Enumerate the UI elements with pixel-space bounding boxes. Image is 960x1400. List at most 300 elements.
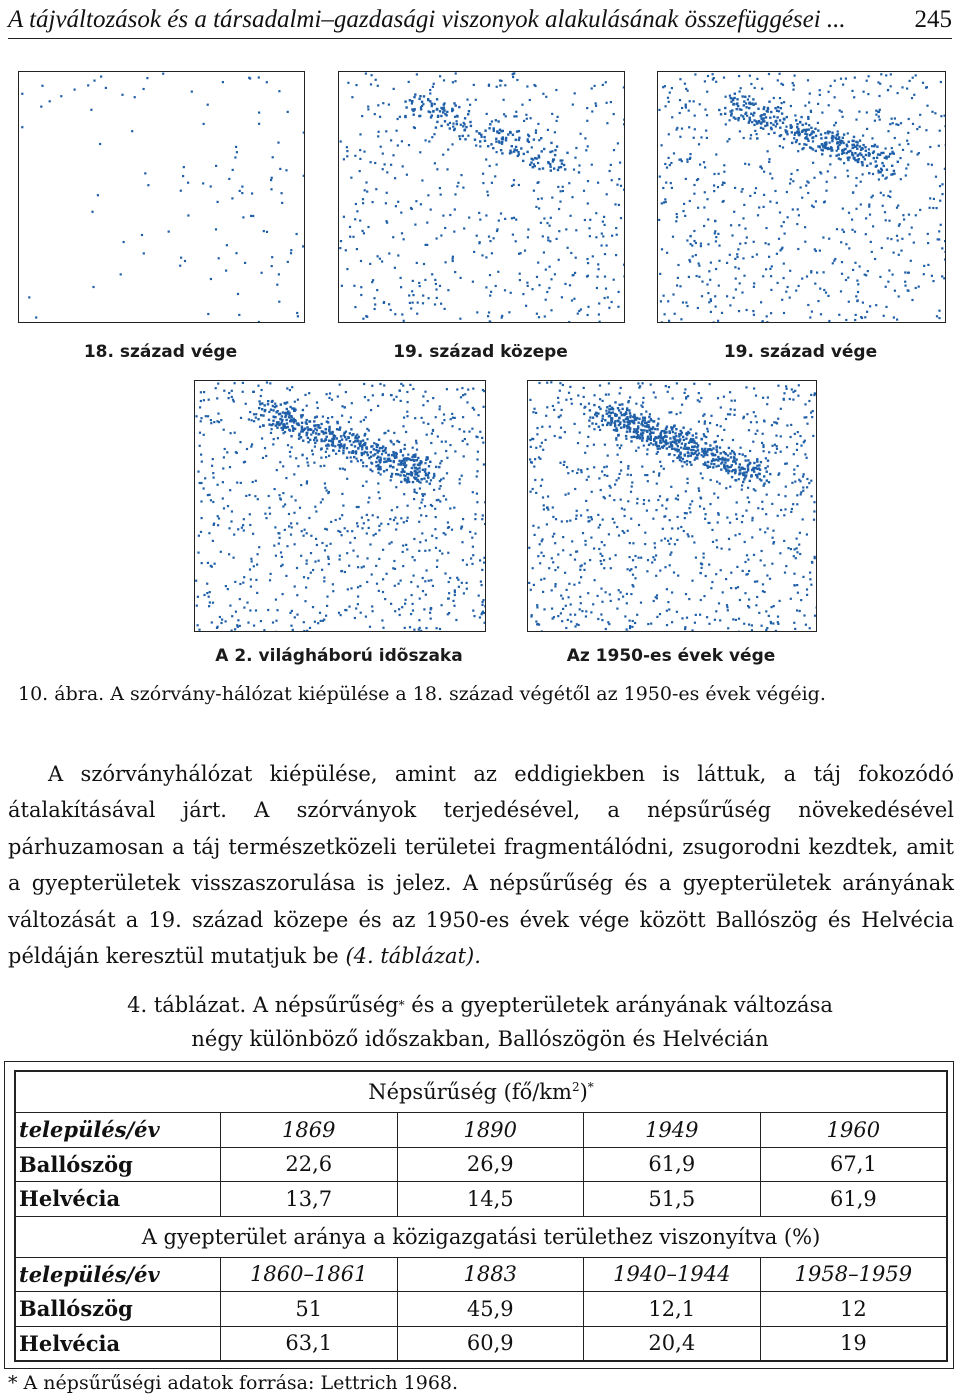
settlement-dot [730, 572, 732, 574]
settlement-dot [896, 319, 898, 321]
settlement-dot [557, 553, 559, 555]
settlement-dot [215, 228, 217, 230]
settlement-dot [434, 528, 436, 530]
settlement-dot [274, 526, 276, 528]
settlement-dot [325, 615, 327, 617]
settlement-dot [474, 513, 476, 515]
settlement-dot [270, 432, 272, 434]
settlement-dot [256, 564, 258, 566]
settlement-dot [374, 453, 376, 455]
settlement-dot [315, 432, 317, 434]
settlement-dot [640, 557, 642, 559]
settlement-dot [714, 230, 716, 232]
settlement-dot [440, 303, 442, 305]
settlement-dot [556, 120, 558, 122]
settlement-dot [540, 552, 542, 554]
settlement-dot [848, 212, 850, 214]
settlement-dot [748, 624, 750, 626]
settlement-dot [878, 178, 880, 180]
settlement-dot [674, 543, 676, 545]
settlement-dot [659, 442, 661, 444]
settlement-dot [316, 439, 318, 441]
settlement-dot [382, 394, 384, 396]
settlement-dot [703, 206, 705, 208]
settlement-dot [688, 432, 690, 434]
settlement-dot [479, 241, 481, 243]
settlement-dot [557, 169, 559, 171]
settlement-dot [209, 601, 211, 603]
settlement-dot [413, 96, 415, 98]
settlement-dot [574, 559, 576, 561]
settlement-dot [710, 311, 712, 313]
settlement-dot [768, 133, 770, 135]
settlement-dot [187, 182, 189, 184]
settlement-dot [550, 169, 552, 171]
settlement-dot [611, 407, 613, 409]
settlement-dot [236, 482, 238, 484]
settlement-dot [356, 210, 358, 212]
settlement-dot [783, 540, 785, 542]
settlement-dot [282, 429, 284, 431]
settlement-dot [907, 143, 909, 145]
settlement-dot [941, 247, 943, 249]
settlement-dot [405, 106, 407, 108]
settlement-dot [481, 254, 483, 256]
settlement-dot [684, 83, 686, 85]
settlement-dot [228, 392, 230, 394]
settlement-dot [534, 458, 536, 460]
settlement-dot [635, 403, 637, 405]
settlement-dot [525, 114, 527, 116]
settlement-dot [589, 235, 591, 237]
settlement-dot [572, 470, 574, 472]
settlement-dot [565, 228, 567, 230]
settlement-dot [739, 243, 741, 245]
settlement-dot [618, 291, 620, 293]
settlement-dot [422, 295, 424, 297]
settlement-dot [546, 406, 548, 408]
settlement-dot [861, 164, 863, 166]
settlement-dot [712, 447, 714, 449]
settlement-dot [348, 451, 350, 453]
settlement-dot [414, 491, 416, 493]
settlement-dot [208, 532, 210, 534]
settlement-dot [456, 120, 458, 122]
settlement-dot [792, 208, 794, 210]
settlement-dot [591, 422, 593, 424]
settlement-dot [290, 249, 292, 251]
settlement-dot [350, 177, 352, 179]
settlement-dot [733, 456, 735, 458]
settlement-dot [616, 234, 618, 236]
settlement-dot [35, 316, 37, 318]
settlement-dot [315, 538, 317, 540]
settlement-dot [583, 413, 585, 415]
settlement-dot [927, 163, 929, 165]
settlement-dot [99, 143, 101, 145]
settlement-dot [835, 155, 837, 157]
settlement-dot [669, 519, 671, 521]
settlement-dot [938, 317, 940, 319]
settlement-dot [693, 230, 695, 232]
settlement-dot [416, 449, 418, 451]
settlement-dot [753, 124, 755, 126]
settlement-dot [673, 571, 675, 573]
settlement-dot [364, 433, 366, 435]
settlement-dot [463, 455, 465, 457]
settlement-dot [266, 231, 268, 233]
running-header [8, 4, 952, 39]
settlement-dot [489, 321, 491, 322]
settlement-dot [479, 616, 481, 618]
settlement-dot [734, 258, 736, 260]
settlement-dot [440, 194, 442, 196]
settlement-dot [424, 550, 426, 552]
settlement-dot [643, 429, 645, 431]
settlement-dot [661, 504, 663, 506]
settlement-dot [595, 423, 597, 425]
settlement-dot [424, 391, 426, 393]
settlement-dot [762, 397, 764, 399]
settlement-dot [538, 316, 540, 318]
settlement-dot [454, 589, 456, 591]
settlement-dot [243, 607, 245, 609]
settlement-dot [326, 393, 328, 395]
settlement-dot [620, 387, 622, 389]
settlement-dot [417, 302, 419, 304]
settlement-dot [765, 457, 767, 459]
table-cell: 61,9 [760, 1182, 946, 1217]
settlement-dot [756, 138, 758, 140]
settlement-dot [257, 498, 259, 500]
settlement-dot [671, 445, 673, 447]
settlement-dot [674, 313, 676, 315]
settlement-dot [810, 394, 812, 396]
settlement-dot [703, 595, 705, 597]
settlement-dot [692, 434, 694, 436]
data-table [15, 1071, 947, 1361]
settlement-dot [679, 136, 681, 138]
settlement-dot [738, 473, 740, 475]
settlement-dot [871, 145, 873, 147]
settlement-dot [482, 601, 484, 603]
settlement-dot [720, 569, 722, 571]
settlement-dot [436, 627, 438, 629]
settlement-dot [715, 81, 717, 83]
settlement-dot [825, 292, 827, 294]
settlement-dot [321, 542, 323, 544]
settlement-dot [755, 187, 757, 189]
settlement-dot [637, 431, 639, 433]
settlement-dot [686, 158, 688, 160]
settlement-dot [280, 551, 282, 553]
settlement-dot [731, 476, 733, 478]
settlement-dot [404, 100, 406, 102]
settlement-dot [565, 494, 567, 496]
settlement-dot [601, 541, 603, 543]
settlement-dot [781, 102, 783, 104]
settlement-dot [377, 482, 379, 484]
settlement-dot [635, 450, 637, 452]
settlement-dot [716, 424, 718, 426]
settlement-dot [143, 88, 145, 90]
settlement-dot [608, 408, 610, 410]
settlement-dot [420, 108, 422, 110]
settlement-dot [753, 488, 755, 490]
settlement-dot [545, 439, 547, 441]
settlement-dot [730, 97, 732, 99]
settlement-dot [441, 422, 443, 424]
settlement-dot [302, 245, 304, 247]
settlement-dot [405, 464, 407, 466]
settlement-dot [752, 114, 754, 116]
settlement-dot [693, 541, 695, 543]
settlement-dot [552, 561, 554, 563]
settlement-dot [715, 573, 717, 575]
settlement-dot [388, 104, 390, 106]
settlement-dot [888, 269, 890, 271]
settlement-dot [665, 436, 667, 438]
settlement-dot [756, 460, 758, 462]
settlement-dot [699, 103, 701, 105]
settlement-dot [685, 104, 687, 106]
settlement-dot [744, 592, 746, 594]
settlement-dot [812, 136, 814, 138]
settlement-dot [807, 192, 809, 194]
settlement-dot [482, 599, 484, 601]
settlement-dot [760, 461, 762, 463]
settlement-dot [307, 461, 309, 463]
settlement-dot [727, 459, 729, 461]
settlement-dot [587, 145, 589, 147]
settlement-dot [802, 476, 804, 478]
settlement-dot [187, 214, 189, 216]
settlement-dot [557, 566, 559, 568]
settlement-dot [278, 413, 280, 415]
settlement-dot [200, 454, 202, 456]
settlement-dot [901, 86, 903, 88]
table-cell: 20,4 [583, 1326, 760, 1361]
settlement-dot [671, 448, 673, 450]
settlement-dot [729, 95, 731, 97]
settlement-dot [557, 402, 559, 404]
settlement-dot [691, 629, 693, 631]
settlement-dot [208, 596, 210, 598]
settlement-dot [303, 132, 304, 134]
settlement-dot [727, 454, 729, 456]
settlement-dot [789, 297, 791, 299]
settlement-dot [353, 285, 355, 287]
settlement-dot [424, 470, 426, 472]
settlement-dot [713, 173, 715, 175]
settlement-dot [750, 474, 752, 476]
settlement-dot [682, 436, 684, 438]
settlement-dot [807, 140, 809, 142]
settlement-dot [406, 411, 408, 413]
settlement-dot [328, 440, 330, 442]
settlement-dot [613, 149, 615, 151]
settlement-dot [747, 98, 749, 100]
settlement-dot [806, 533, 808, 535]
settlement-dot [306, 532, 308, 534]
settlement-dot [369, 626, 371, 628]
settlement-dot [705, 513, 707, 515]
table-cell: 22,6 [220, 1147, 397, 1182]
settlement-dot [919, 209, 921, 211]
settlement-dot [598, 526, 600, 528]
settlement-dot [400, 400, 402, 402]
settlement-dot [768, 161, 770, 163]
settlement-dot [713, 184, 715, 186]
settlement-dot [679, 112, 681, 114]
settlement-dot [383, 470, 385, 472]
settlement-dot [255, 480, 257, 482]
settlement-dot [648, 444, 650, 446]
settlement-dot [700, 497, 702, 499]
settlement-dot [554, 435, 556, 437]
settlement-dot [394, 517, 396, 519]
settlement-dot [398, 441, 400, 443]
settlement-dot [407, 480, 409, 482]
settlement-dot [460, 174, 462, 176]
settlement-dot [586, 107, 588, 109]
settlement-dot [384, 460, 386, 462]
settlement-dot [569, 284, 571, 286]
settlement-dot [341, 415, 343, 417]
settlement-dot [538, 284, 540, 286]
settlement-dot [845, 243, 847, 245]
settlement-dot [706, 91, 708, 93]
settlement-dot [822, 236, 824, 238]
settlement-dot [693, 100, 695, 102]
settlement-dot [580, 403, 582, 405]
settlement-dot [545, 415, 547, 417]
settlement-dot [606, 466, 608, 468]
settlement-dot [313, 462, 315, 464]
settlement-dot [583, 387, 585, 389]
settlement-dot [447, 289, 449, 291]
settlement-dot [507, 133, 509, 135]
settlement-dot [587, 306, 589, 308]
settlement-dot [629, 396, 631, 398]
settlement-dot [419, 598, 421, 600]
settlement-dot [334, 435, 336, 437]
settlement-dot [399, 474, 401, 476]
settlement-dot [343, 216, 345, 218]
settlement-dot [777, 474, 779, 476]
settlement-dot [600, 489, 602, 491]
settlement-dot [893, 316, 895, 318]
header-cell: 1949 [583, 1113, 760, 1148]
settlement-dot [659, 439, 661, 441]
settlement-dot [868, 172, 870, 174]
settlement-dot [435, 516, 437, 518]
settlement-dot [580, 602, 582, 604]
settlement-dot [585, 500, 587, 502]
settlement-dot [302, 409, 304, 411]
settlement-dot [539, 543, 541, 545]
settlement-dot [586, 258, 588, 260]
settlement-dot [567, 472, 569, 474]
settlement-dot [418, 521, 420, 523]
settlement-dot [288, 414, 290, 416]
settlement-dot [670, 486, 672, 488]
settlement-dot [339, 440, 341, 442]
settlement-dot [532, 488, 534, 490]
settlement-dot [800, 599, 802, 601]
settlement-dot [730, 456, 732, 458]
settlement-dot [855, 177, 857, 179]
settlement-dot [902, 149, 904, 151]
settlement-dot [362, 439, 364, 441]
settlement-dot [703, 508, 705, 510]
settlement-dot [847, 277, 849, 279]
settlement-dot [633, 420, 635, 422]
settlement-dot [936, 315, 938, 317]
settlement-dot [228, 178, 230, 180]
settlement-dot [209, 494, 211, 496]
settlement-dot [869, 162, 871, 164]
settlement-dot [432, 86, 434, 88]
settlement-dot [691, 446, 693, 448]
settlement-dot [718, 260, 720, 262]
settlement-dot [609, 485, 611, 487]
settlement-dot [330, 521, 332, 523]
settlement-dot [470, 125, 472, 127]
settlement-dot [812, 162, 814, 164]
settlement-dot [777, 621, 779, 623]
settlement-dot [445, 498, 447, 500]
settlement-dot [785, 291, 787, 293]
settlement-dot [314, 442, 316, 444]
settlement-dot [553, 533, 555, 535]
settlement-dot [771, 563, 773, 565]
settlement-dot [841, 273, 843, 275]
settlement-dot [466, 401, 468, 403]
settlement-dot [546, 523, 548, 525]
settlement-dot [780, 83, 782, 85]
settlement-dot [709, 422, 711, 424]
settlement-dot [362, 202, 364, 204]
settlement-dot [235, 611, 237, 613]
settlement-dot [412, 447, 414, 449]
settlement-dot [258, 112, 260, 114]
settlement-dot [454, 193, 456, 195]
settlement-dot [344, 436, 346, 438]
settlement-dot [882, 174, 884, 176]
settlement-dot [464, 438, 466, 440]
settlement-dot [555, 583, 557, 585]
settlement-dot [197, 471, 199, 473]
settlement-dot [605, 410, 607, 412]
settlement-dot [620, 444, 622, 446]
settlement-dot [689, 153, 691, 155]
settlement-dot [208, 605, 210, 607]
settlement-dot [587, 436, 589, 438]
settlement-dot [725, 578, 727, 580]
settlement-dot [689, 439, 691, 441]
settlement-dot [524, 250, 526, 252]
settlement-dot [670, 551, 672, 553]
settlement-dot [739, 130, 741, 132]
settlement-dot [872, 225, 874, 227]
settlement-dot [207, 562, 209, 564]
settlement-dot [385, 202, 387, 204]
settlement-dot [429, 612, 431, 614]
settlement-dot [892, 274, 894, 276]
settlement-dot [472, 491, 474, 493]
settlement-dot [639, 385, 641, 387]
